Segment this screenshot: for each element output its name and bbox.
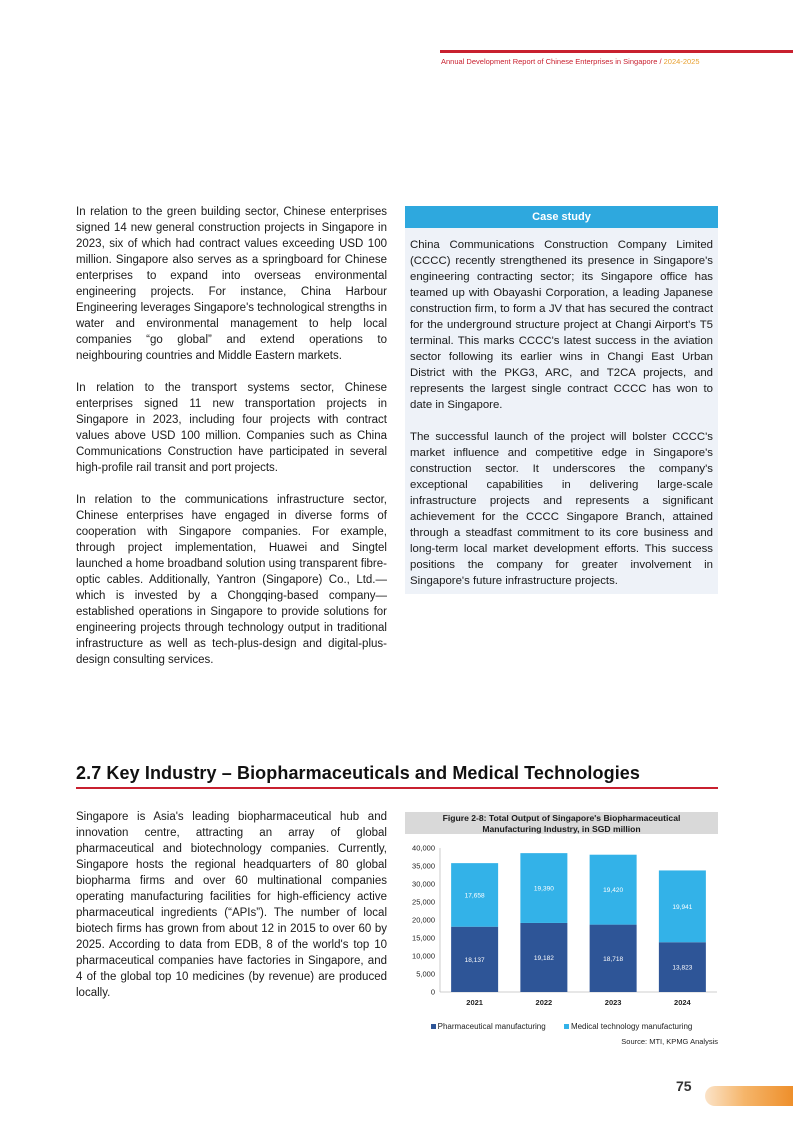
- figure-title-line2: Manufacturing Industry, in SGD million: [482, 823, 641, 834]
- data-label: 13,823: [672, 964, 693, 972]
- y-tick-label: 40,000: [412, 843, 435, 853]
- y-tick-label: 15,000: [412, 933, 435, 943]
- case-study-paragraph: China Communications Construction Company Limited (CCCC) recently strengthened its presence in Singapore's engineering contracting sector; its Singapore office has teamed up with Obayashi Corporation, a leading Japanese construction firm, to form a JV that has secured the contract for the underground structure project at Changi Airport's T5 terminal. This marks CCCC's latest success in the aviation sector following its earlier wins in Changi East Urban District with the PKG3, ARC, and T2CA projects, and represents the largest single contract CCCC has won to date in Singapore.: [410, 239, 713, 411]
- section-body: [76, 809, 387, 1001]
- data-label: 19,420: [603, 887, 624, 895]
- data-label: 18,718: [603, 955, 624, 963]
- section-rule: [76, 787, 718, 789]
- data-label: 19,941: [672, 903, 693, 911]
- paragraph-transport: In relation to the transport systems sector, Chinese enterprises signed 11 new transportation projects in Singapore in 2023, including four projects with contract values above USD 100 million. Companies such as China Communications Construction have participated in several high-profile rail transit and port projects.: [76, 382, 387, 474]
- x-tick-label: 2023: [604, 998, 622, 1007]
- paragraph-green-building: In relation to the green building sector, Chinese enterprises signed 14 new general construction projects in Singapore in 2023, six of which had contract values exceeding USD 100 million. Singapore also serves as a springboard for Chinese enterprises to expand into overseas environmental engineering projects. For instance, China Harbour Engineering leverages Singapore's technological strengths in water and environmental management to help local companies “go global” and extend operations to neighbouring countries and Middle Eastern markets.: [76, 206, 387, 362]
- legend-swatch-medtech: [564, 1024, 569, 1029]
- y-tick-label: 0: [430, 987, 435, 997]
- data-label: 19,182: [533, 954, 554, 962]
- data-label: 17,658: [464, 892, 485, 900]
- legend-swatch-pharma: [431, 1024, 436, 1029]
- figure-title-line1: Figure 2-8: Total Output of Singapore's Biopharmaceutical: [442, 813, 681, 823]
- running-header: [441, 57, 700, 66]
- stacked-bar-chart: [405, 836, 718, 1046]
- left-column: [76, 204, 387, 684]
- figure-title: [405, 812, 718, 834]
- case-study-paragraph: The successful launch of the project will bolster CCCC's market influence and competitive edge in Singapore's construction sector. It underscores the company's exceptional capabilities in delivering large-scale infrastructure projects and represents a significant achievement for the CCCC Singapore Branch, attained through a steadfast commitment to its core business and long-term local market development efforts. This success positions the company for greater involvement in Singapore's future infrastructure projects.: [410, 431, 713, 587]
- x-tick-label: 2022: [535, 998, 553, 1007]
- y-tick-label: 25,000: [412, 897, 435, 907]
- header-rule: [440, 50, 793, 53]
- y-tick-label: 10,000: [412, 951, 435, 961]
- data-label: 19,390: [533, 885, 554, 893]
- case-study-box: [405, 206, 718, 594]
- paragraph-communications: In relation to the communications infrastructure sector, Chinese enterprises have engaged in diverse forms of cooperation with Singapore companies. For example, through project implementation, Huawei and Singtel launched a home broadband solution using transparent fibre-optic cables. Additionally, Yantron (Singapore) Co., Ltd.—which is invested by a Chongqing-based company—established operations in Singapore to provide solutions for engineering projects through technology output in traditional infrastructure as well as tech-plus-design and digital-plus-design consulting services.: [76, 494, 387, 666]
- data-label: 18,137: [464, 956, 485, 964]
- x-tick-label: 2024: [674, 998, 691, 1007]
- y-tick-label: 5,000: [416, 969, 435, 979]
- year-range: 2024-2025: [663, 57, 700, 66]
- report-title: Annual Development Report of Chinese Enterprises in Singapore /: [441, 57, 664, 66]
- paragraph-biopharma: Singapore is Asia's leading biopharmaceutical hub and innovation centre, attracting an array of global pharmaceutical and biotechnology companies. Currently, Singapore hosts the regional headquarters of 80 global biopharma firms and over 60 multinational companies operating manufacturing facilities for high-efficiency active pharmaceutical ingredients (“APIs”). The number of local biotech firms has grown from about 12 in 2015 to over 60 by 2025. According to data from EDB, 8 of the world's top 10 pharmaceutical companies have factories in Singapore, and 4 of the global top 10 medicines (by revenue) are produced locally.: [76, 811, 387, 999]
- chart-legend: [405, 1022, 718, 1031]
- legend-item-pharma: [431, 1022, 546, 1031]
- legend-label: Medical technology manufacturing: [570, 1022, 693, 1031]
- case-study-title: Case study: [405, 206, 718, 228]
- case-study-body: [405, 228, 718, 589]
- corner-accent: [705, 1086, 793, 1106]
- y-tick-label: 20,000: [412, 915, 435, 925]
- y-tick-label: 35,000: [412, 861, 435, 871]
- page-number: 75: [676, 1078, 692, 1094]
- legend-item-medtech: [564, 1022, 692, 1031]
- figure-source: Source: MTI, KPMG Analysis: [621, 1037, 718, 1046]
- legend-label: Pharmaceutical manufacturing: [437, 1022, 546, 1031]
- x-tick-label: 2021: [466, 998, 483, 1007]
- section-heading: 2.7 Key Industry – Biopharmaceuticals and Medical Technologies: [76, 763, 641, 783]
- y-tick-label: 30,000: [412, 879, 435, 889]
